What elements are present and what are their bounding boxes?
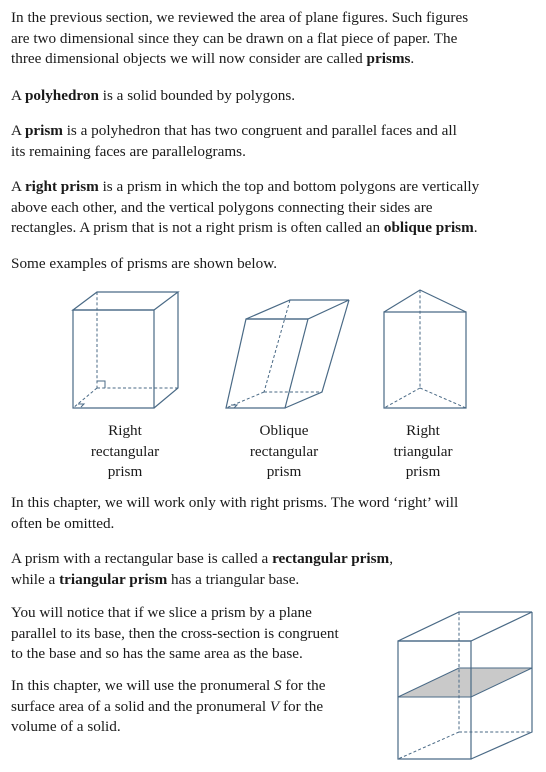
right-rectangular-prism-visible-edges bbox=[73, 292, 178, 408]
cross-section-line-1: You will notice that if we slice a prism by a plane bbox=[11, 604, 312, 621]
intro-line-3 bbox=[11, 49, 468, 70]
right-prisms-only-line-1: In this chapter, we will work only with right prisms. The word ‘right’ will bbox=[11, 494, 459, 511]
term-oblique-prism: oblique prism bbox=[383, 219, 474, 237]
term-right-prism: right prism bbox=[24, 178, 99, 195]
pronumerals-line-1 bbox=[11, 676, 325, 697]
caption-line: rectangular bbox=[90, 442, 160, 460]
polyhedron-post: is a solid bounded by polygons. bbox=[98, 87, 296, 104]
intro-line-1: In the previous section, we reviewed the area of plane figures. Such figures bbox=[11, 9, 469, 26]
prism-line-1 bbox=[11, 121, 457, 142]
right-prisms-only-line-2: often be omitted. bbox=[11, 514, 115, 532]
oblique-rectangular-prism-caption bbox=[229, 421, 339, 483]
intro-line-3-end: . bbox=[410, 50, 415, 68]
term-rectangular-prism: rectangular prism bbox=[272, 550, 390, 567]
polyhedron-definition bbox=[11, 86, 295, 107]
caption-line: prism bbox=[266, 463, 302, 481]
caption-line: triangular bbox=[393, 442, 453, 460]
right-prism-line-1 bbox=[11, 177, 479, 198]
term-prisms: prisms bbox=[366, 50, 411, 68]
base-types-line-2-text: while a bbox=[11, 570, 60, 588]
pronumerals-line-1-text: In this chapter, we will use the pronumeral bbox=[11, 677, 274, 694]
cross-section-line-2: parallel to its base, then the cross-section is congruent bbox=[11, 624, 339, 642]
prism-cross-section-figure bbox=[392, 604, 542, 766]
cross-section-paragraph bbox=[11, 603, 339, 665]
pronumerals-line-2-end: for the bbox=[279, 697, 324, 715]
right-triangular-prism-figure bbox=[378, 282, 478, 417]
right-prism-line-1-text: is a prism in which the top and bottom polygons are vertically bbox=[98, 178, 480, 195]
right-prisms-only-paragraph bbox=[11, 493, 458, 534]
cross-section-line-3: to the base and so has the same area as the base. bbox=[11, 645, 303, 663]
caption-line: prism bbox=[107, 463, 143, 481]
pronumeral-v: V bbox=[269, 697, 280, 715]
pronumerals-paragraph bbox=[11, 676, 325, 738]
polyhedron-pre: A bbox=[11, 87, 25, 104]
intro-line-3-text: three dimensional objects we will now consider are called bbox=[11, 50, 367, 68]
term-prism: prism bbox=[24, 122, 63, 139]
base-types-line-1-text: A prism with a rectangular base is called a bbox=[11, 550, 273, 567]
term-polyhedron: polyhedron bbox=[24, 87, 99, 104]
caption-line: Oblique bbox=[259, 422, 309, 439]
pronumerals-line-3: volume of a solid. bbox=[11, 718, 121, 736]
right-rectangular-prism-caption bbox=[70, 421, 180, 483]
base-types-paragraph bbox=[11, 549, 393, 590]
right-prism-pre: A bbox=[11, 178, 25, 195]
right-angle-mark-icon bbox=[78, 381, 105, 407]
base-types-line-2-end: has a triangular base. bbox=[167, 570, 300, 588]
pronumeral-s: S bbox=[274, 677, 282, 694]
oblique-prism-hidden-edges bbox=[226, 300, 322, 408]
triangular-prism-hidden-edges bbox=[384, 290, 466, 408]
right-prism-definition bbox=[11, 177, 479, 239]
base-types-line-1-end: , bbox=[389, 550, 393, 567]
pronumerals-line-2-text: surface area of a solid and the pronumeral bbox=[11, 697, 270, 715]
right-prism-line-3 bbox=[11, 218, 479, 239]
intro-line-2: are two dimensional since they can be drawn on a flat piece of paper. The bbox=[11, 29, 458, 47]
cross-section-shaded-plane bbox=[398, 668, 532, 697]
caption-line: rectangular bbox=[249, 442, 319, 460]
right-prism-line-3-end: . bbox=[473, 219, 478, 237]
intro-paragraph bbox=[11, 8, 468, 70]
prism-definition bbox=[11, 121, 457, 162]
caption-line: prism bbox=[405, 463, 441, 481]
prism-pre: A bbox=[11, 122, 25, 139]
pronumerals-line-1-end: for the bbox=[281, 677, 326, 694]
caption-line: Right bbox=[108, 422, 142, 439]
prism-line-1-text: is a polyhedron that has two congruent and parallel faces and all bbox=[62, 122, 457, 139]
oblique-rectangular-prism-figure bbox=[214, 286, 359, 416]
right-prism-line-3-text: rectangles. A prism that is not a right prism is often called an bbox=[11, 219, 384, 237]
base-types-line-1 bbox=[11, 549, 393, 570]
right-rectangular-prism-hidden-edges bbox=[73, 292, 178, 408]
prism-line-2: its remaining faces are parallelograms. bbox=[11, 142, 246, 160]
base-types-line-2 bbox=[11, 570, 393, 591]
right-prism-line-2: above each other, and the vertical polygons connecting their sides are bbox=[11, 198, 433, 216]
right-triangular-prism-caption bbox=[368, 421, 478, 483]
caption-line: Right bbox=[406, 422, 440, 439]
right-rectangular-prism-figure bbox=[60, 282, 190, 417]
examples-sentence: Some examples of prisms are shown below. bbox=[11, 255, 278, 272]
term-triangular-prism: triangular prism bbox=[59, 570, 168, 588]
pronumerals-line-2 bbox=[11, 697, 325, 718]
